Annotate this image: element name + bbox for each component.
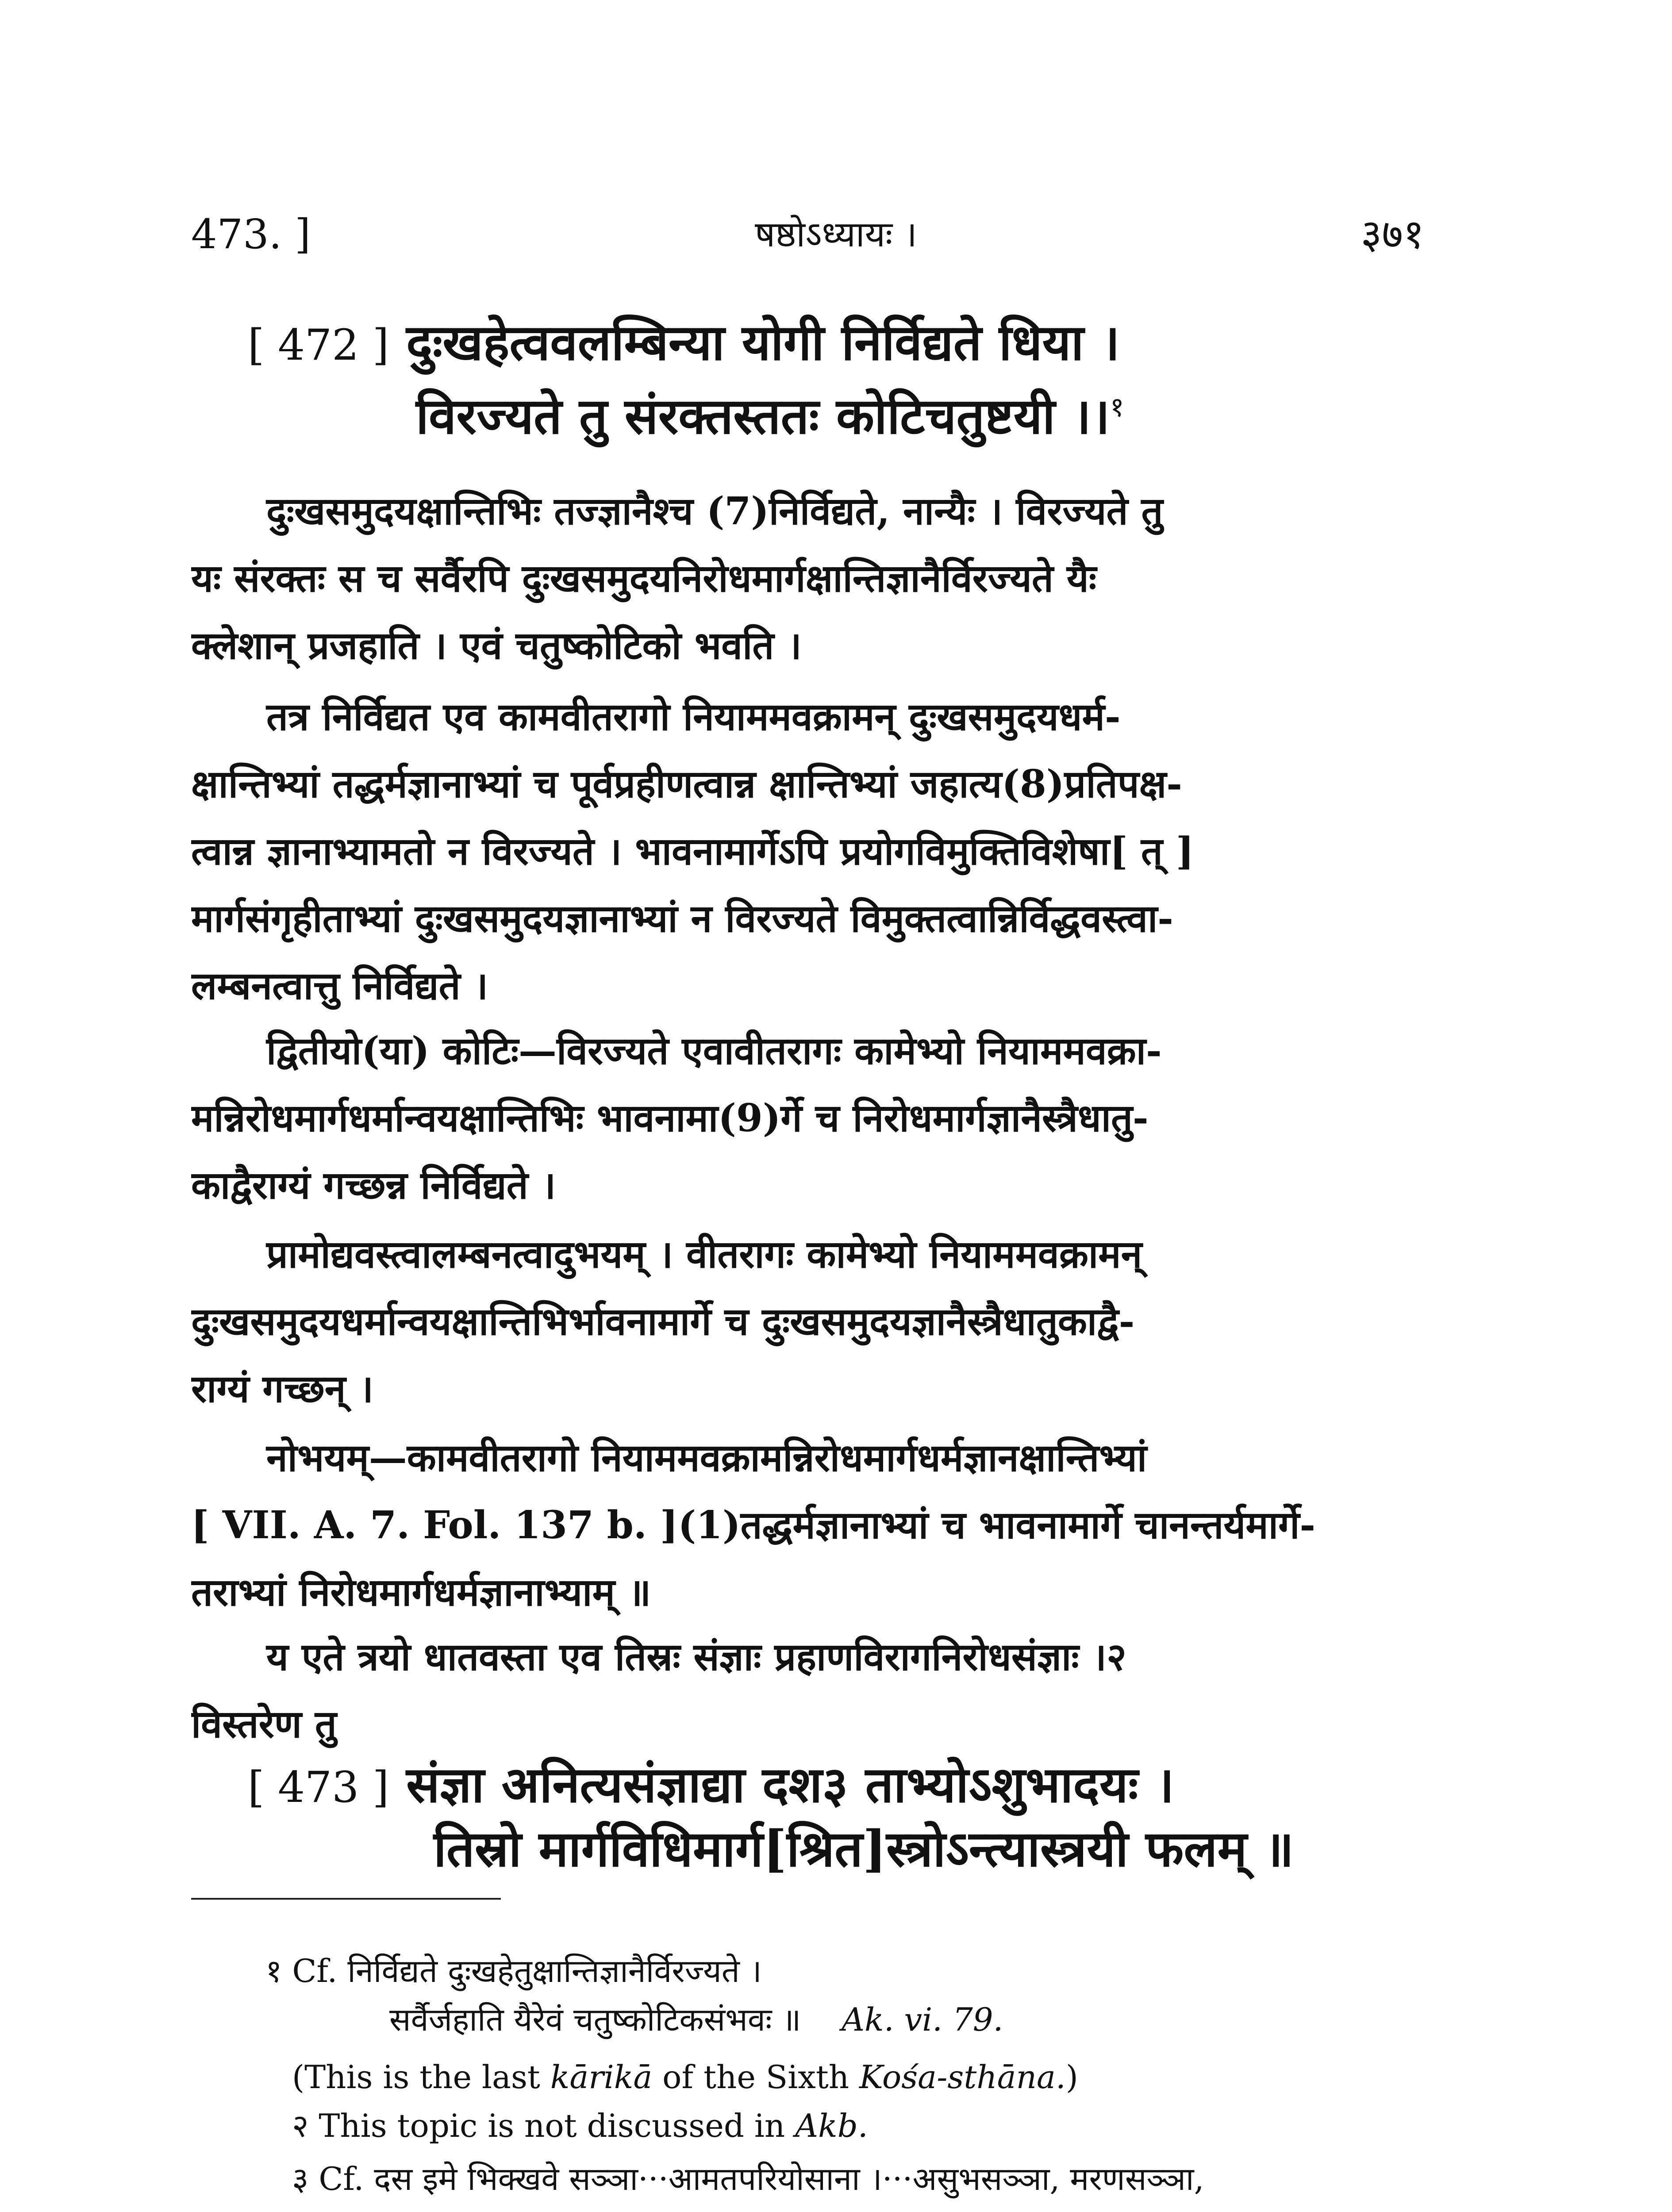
paragraph-line: मन्निरोधमार्गधर्मान्वयक्षान्तिभिः भावनामा(9)र्गे च निरोधमार्गज्ञानैस्त्रैधातु-: [191, 1096, 1149, 1141]
paragraph-line: य एते त्रयो धातवस्ता एव तिस्रः संज्ञाः प्रहाणविरागनिरोधसंज्ञाः ।२: [266, 1635, 1126, 1679]
paragraph-3: [191, 1018, 1386, 1219]
paragraph-line: द्वितीयो(या) कोटिः—विरज्यते एवावीतरागः कामेभ्यो नियाममवक्रा-: [266, 1029, 1162, 1073]
paragraph-line: मार्गसंगृहीताभ्यां दुःखसमुदयज्ञानाभ्यां न विरज्यते विमुक्तत्वान्निर्विद्धवस्त्वा-: [191, 896, 1173, 941]
karika-472-line1: [248, 310, 1120, 378]
paragraph-line: तत्र निर्विद्यत एव कामवीतरागो नियाममवक्रामन् दुःखसमुदयधर्म-: [266, 695, 1121, 739]
footnote-1-reference: Ak. vi. 79.: [842, 2001, 1003, 2038]
karika-473-line1: [248, 1752, 1174, 1820]
header-page-ref: 473. ]: [191, 211, 311, 258]
paragraph-line: काद्वैराग्यं गच्छन्न निर्विद्यते ।: [191, 1163, 556, 1208]
paragraph-line: त्वान्न ज्ञानाभ्यामतो न विरज्यते । भावनामार्गेऽपि प्रयोगविमुक्तिविशेषा[ त् ]: [191, 829, 1194, 874]
karika-472-footnote-mark: १: [1110, 391, 1124, 423]
footnote-divider: [191, 1898, 501, 1900]
paragraph-line: दुःखसमुदयक्षान्तिभिः तज्ज्ञानैश्च (7)निर्विद्यते, नान्यैः । विरज्यते तु: [266, 489, 1163, 534]
paragraph-line: क्लेशान् प्रजहाति । एवं चतुष्कोटिको भवति ।: [191, 623, 802, 668]
karika-472-number: [ 472 ]: [248, 320, 389, 370]
footnote-1-line2: [389, 1995, 1003, 2044]
footnote-3-line1: ३ Cf. दस इमे भिक्खवे सञ्ञा···आमतपरियोसाना ।···असुभसञ्ञा, मरणसञ्ञा,: [292, 2160, 1204, 2197]
paragraph-line: राग्यं गच्छन् ।: [191, 1367, 374, 1411]
footnote-1-note-b: of the Sixth: [652, 2058, 860, 2096]
paragraph-line: [ VII. A. 7. Fol. 137 b. ](1)तद्धर्मज्ञानाभ्यां च भावनामार्गे चानन्तर्यमार्गे-: [191, 1503, 1316, 1548]
paragraph-line: विस्तरेण तु: [191, 1702, 337, 1747]
footnote-1-note: [292, 2053, 1078, 2101]
karika-473-text1: संज्ञा अनित्यसंज्ञाद्या दश३ ताभ्योऽशुभादयः ।: [406, 1756, 1174, 1814]
header-page-number: ३७१: [1361, 211, 1424, 258]
footnote-1-note-kosa: Kośa-sthāna.: [859, 2058, 1066, 2096]
footnote-1-note-a: (This is the last: [292, 2058, 550, 2096]
footnote-1-verse: सर्वैर्जहाति यैरेवं चतुष्कोटिकसंभवः ॥: [389, 2001, 801, 2038]
karika-473-number: [ 473 ]: [248, 1763, 389, 1812]
karika-472-text2: विरज्यते तु संरक्तस्ततः कोटिचतुष्टयी ।।: [416, 387, 1110, 445]
paragraph-6: [191, 1624, 1386, 1758]
karika-473-text2: तिस्रो मार्गविधिमार्ग[श्रित]स्त्रोऽन्त्यास्त्रयी फलम् ॥: [434, 1820, 1294, 1878]
paragraph-line: नोभयम्—कामवीतरागो नियाममवक्रामन्निरोधमार्गधर्मज्ञानक्षान्तिभ्यां: [266, 1436, 1147, 1480]
paragraph-line: तराभ्यां निरोधमार्गधर्मज्ञानाभ्याम् ॥: [191, 1570, 651, 1615]
paragraph-2: [191, 684, 1386, 1020]
paragraph-1: [191, 478, 1386, 680]
paragraph-5: [191, 1425, 1386, 1626]
karika-472-text1: दुःखहेत्ववलम्बिन्या योगी निर्विद्यते धिया ।: [406, 314, 1120, 372]
footnote-1-note-karika: kārikā: [550, 2058, 653, 2096]
footnote-3-line2: [191, 2208, 1187, 2212]
paragraph-line: दुःखसमुदयधर्मान्वयक्षान्तिभिर्भावनामार्गे च दुःखसमुदयज्ञानैस्त्रैधातुकाद्वै-: [191, 1299, 1135, 1344]
paragraph-line: लम्बनत्वात्तु निर्विद्यते ।: [191, 964, 488, 1008]
karika-473-line2: [434, 1816, 1294, 1882]
karika-472-line2: [416, 374, 1124, 449]
footnote-1-line1: १ Cf. निर्विद्यते दुःखहेतुक्षान्तिज्ञानैर्विरज्यते ।: [265, 1952, 762, 1989]
paragraph-line: क्षान्तिभ्यां तद्धर्मज्ञानाभ्यां च पूर्वप्रहीणत्वान्न क्षान्तिभ्यां जहात्य(8)प्रतिपक्ष-: [191, 762, 1182, 806]
footnote-2-text: २ This topic is not discussed in: [292, 2107, 796, 2144]
paragraph-line: प्रामोद्यवस्त्वालम्बनत्वादुभयम् । वीतरागः कामेभ्यो नियाममवक्रामन्: [266, 1232, 1142, 1277]
footnote-2-reference: Akb.: [795, 2107, 868, 2144]
footnote-1-note-c: ): [1065, 2058, 1078, 2096]
footnote-2: [292, 2101, 868, 2150]
paragraph-4: [191, 1221, 1386, 1423]
header-chapter-title: षष्ठोऽध्यायः ।: [755, 214, 917, 255]
paragraph-line: यः संरक्तः स च सर्वैरपि दुःखसमुदयनिरोधमार्गक्षान्तिज्ञानैर्विरज्यते यैः: [191, 556, 1097, 601]
